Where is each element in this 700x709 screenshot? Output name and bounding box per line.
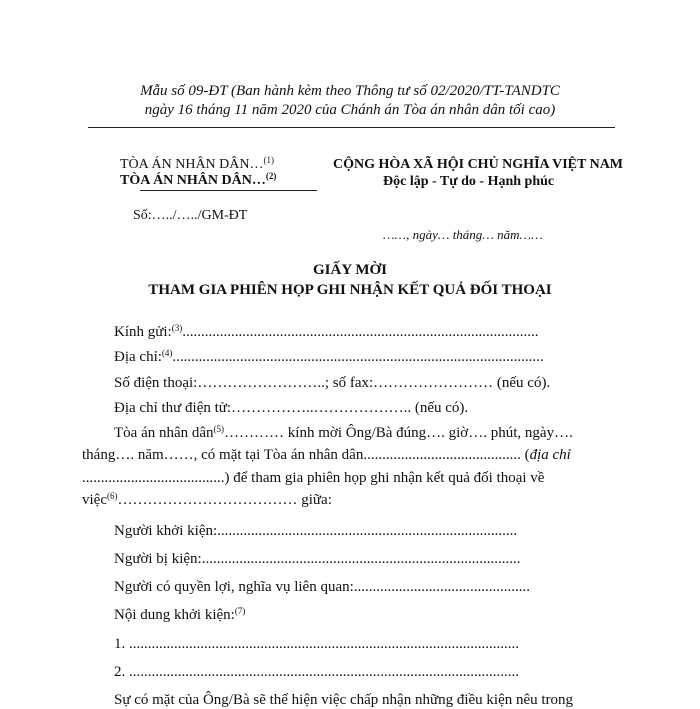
national-motto: Độc lập - Tự do - Hạnh phúc (383, 174, 555, 189)
phone-fax-line: Số điện thoại:……………………..; số fax:…………………… (nếu có). (114, 375, 551, 391)
closing-line-partial: Sự có mặt của Ông/Bà sẽ thể hiện việc chấp nhận những điều kiện nêu trong (114, 692, 574, 708)
invitation-line-2: tháng…. năm……, có mặt tại Tòa án nhân dân.......................................... (địa chỉ (82, 447, 571, 463)
document-number: Số:…../…../GM-ĐT (133, 208, 248, 223)
claim-content-label: Nội dung khởi kiện:$^{(7)}$ (114, 606, 246, 623)
email-line: Địa chỉ thư điện tử:……………..……………….. (nếu có). (114, 400, 469, 416)
address-line: Địa chỉ:$^{(4)}$................................................................................................... (114, 348, 544, 365)
form-note-line-2: ngày 16 tháng 11 năm 2020 của Chánh án Tòa án nhân dân tối cao) (144, 102, 556, 118)
claim-item-1: 1. ........................................................................................................ (114, 636, 519, 652)
invitation-line-3: ......................................) để tham gia phiên họp ghi nhận kết quả đối thoại về (82, 470, 545, 486)
recipient-line: Kính gửi:$^{(3)}$............................................................................................... (114, 323, 539, 340)
invitation-line-4: việc$^{(6)}$……………………………… giữa: (82, 491, 332, 508)
court-name-2: TÒA ÁN NHÂN DÂN…$^{(2)}$ (120, 171, 277, 188)
plaintiff-line: Người khởi kiện:................................................................................ (114, 523, 518, 539)
related-party-line: Người có quyền lợi, nghĩa vụ liên quan:............................................... (114, 579, 531, 595)
defendant-line: Người bị kiện:..................................................................................... (114, 551, 521, 567)
court-underline (140, 190, 317, 191)
form-note-line-1: Mẫu số 09-ĐT (Ban hành kèm theo Thông tư số 02/2020/TT-TANDTC (140, 83, 560, 99)
document-title: GIẤY MỜI (312, 262, 388, 278)
document-subtitle: THAM GIA PHIÊN HỌP GHI NHẬN KẾT QUẢ ĐỐI THOẠI (148, 282, 552, 298)
claim-item-2: 2. ........................................................................................................ (114, 664, 519, 680)
invitation-line-1: Tòa án nhân dân$^{(5)}$………… kính mời Ông/Bà đúng…. giờ…. phút, ngày…. (114, 424, 573, 441)
country-name: CỘNG HÒA XÃ HỘI CHỦ NGHĨA VIỆT NAM (333, 157, 624, 172)
court-name-1: TÒA ÁN NHÂN DÂN…$^{(1)}$ (120, 155, 274, 172)
issue-date-line: ……, ngày… tháng… năm…… (383, 227, 543, 242)
form-note-separator (88, 127, 615, 128)
